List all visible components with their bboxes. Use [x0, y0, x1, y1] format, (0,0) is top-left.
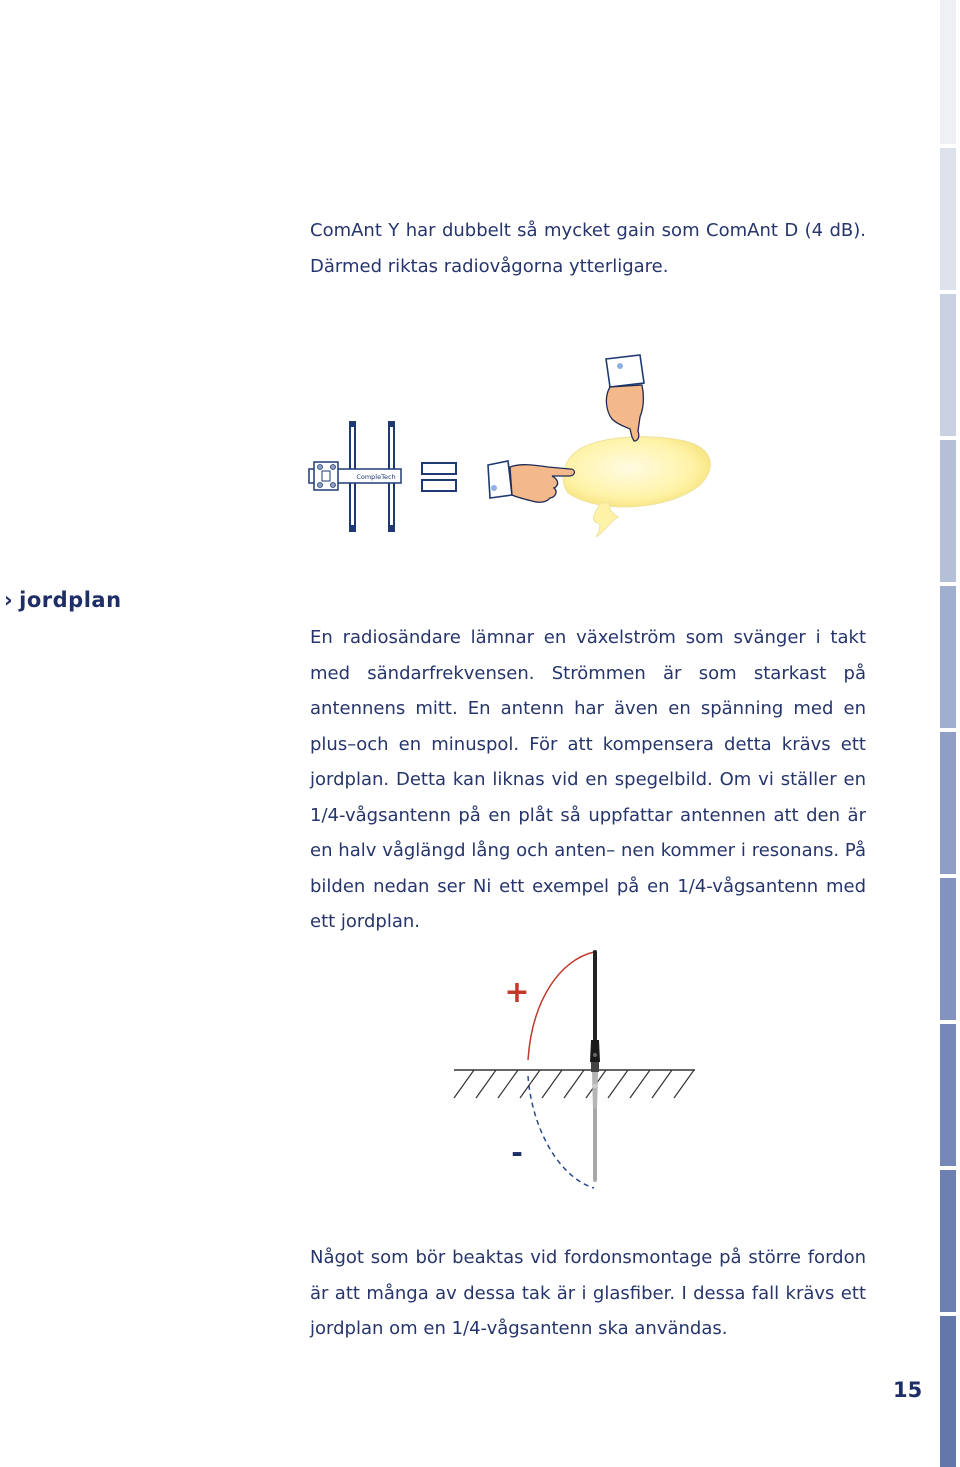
closing-paragraph: Något som bör beaktas vid fordonsmontage på större fordon är att många av dessa tak är i glasfiber. I dessa fall krävs ett jordplan om en 1/4-vågsantenn ska användas.	[310, 1247, 866, 1339]
balloon-icon	[563, 437, 710, 537]
pointing-hand-left-icon	[488, 461, 575, 502]
side-bar-segment	[940, 148, 956, 290]
side-bar-segment	[940, 878, 956, 1020]
page-number: 15	[893, 1378, 923, 1402]
groundplane-diagram	[440, 940, 720, 1200]
section-body-paragraph: En radiosändare lämnar en växelström som svänger i takt med sändarfrekvensen. Strömmen är som starkast på antennens mitt. En antenn har även en spänning med en plus–och en minuspol. För att kompensera detta krävs ett jordplan. Detta kan liknas vid en spegelbild. Om vi ställer en 1/4-vågsantenn på en plåt så uppfattar antennen att den är en halv våglängd lång och anten– nen kommer i resonans. På bilden nedan ser Ni ett exempel på en 1/4-vågsantenn med ett jordplan.	[310, 627, 866, 932]
ground-plane-hatching	[454, 1070, 694, 1098]
intro-paragraph: ComAnt Y har dubbelt så mycket gain som ComAnt D (4 dB). Därmed riktas radiovågorna ytterligare.	[310, 220, 866, 277]
yagi-antenna-icon	[309, 421, 401, 531]
section-title: jordplan	[19, 588, 122, 612]
minus-sign: -	[511, 1136, 523, 1169]
voltage-arc-negative	[528, 1076, 594, 1188]
side-bar-segment	[940, 732, 956, 874]
voltage-arc-positive	[528, 952, 594, 1060]
equals-icon	[422, 463, 456, 491]
side-bar-segment	[940, 440, 956, 582]
side-color-bar	[940, 0, 956, 1467]
pointing-hand-top-icon	[606, 355, 644, 441]
section-heading	[4, 588, 122, 612]
side-bar-segment	[940, 1170, 956, 1312]
chevron-right-icon: ›	[4, 588, 14, 612]
mirror-antenna-icon	[592, 1072, 598, 1180]
antenna-icon	[590, 952, 600, 1072]
plus-sign: +	[504, 975, 530, 1010]
side-bar-segment	[940, 586, 956, 728]
side-bar-segment	[940, 0, 956, 144]
side-bar-segment	[940, 1316, 956, 1467]
side-bar-segment	[940, 1024, 956, 1166]
antenna-balloon-illustration	[300, 345, 730, 545]
antenna-brand-label: CompleTech	[356, 473, 396, 481]
side-bar-segment	[940, 294, 956, 436]
